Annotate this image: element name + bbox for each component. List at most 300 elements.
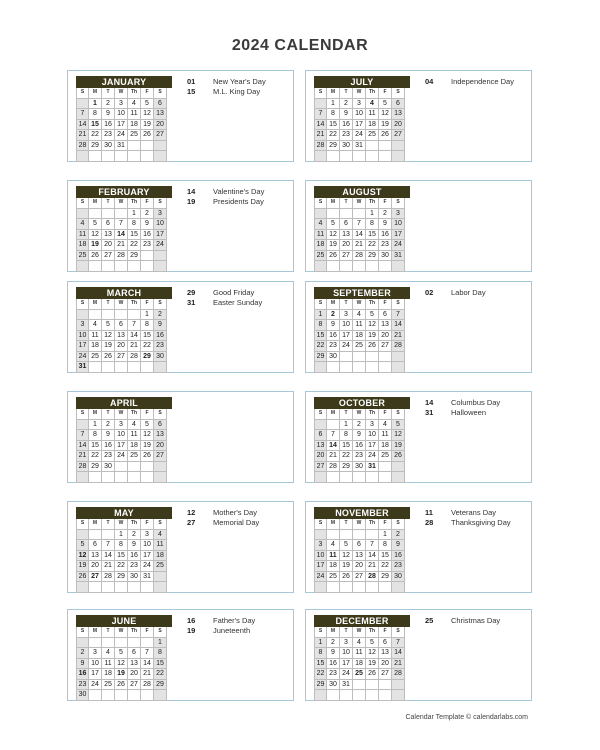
day-cell: 30 [76,690,89,701]
day-cell: 1 [128,209,141,220]
day-cell: 14 [392,648,405,659]
empty-cell [392,261,405,272]
empty-cell [392,352,405,363]
day-cell: 26 [340,572,353,583]
mini-calendar [314,186,410,272]
day-cell: 5 [141,99,154,110]
day-cell: 5 [115,648,128,659]
day-cell: 17 [340,331,353,342]
day-cell: 12 [366,320,379,331]
empty-cell [89,638,102,649]
empty-cell [154,261,167,272]
holiday-row [425,616,530,626]
day-cell: 14 [366,551,379,562]
day-cell: 21 [76,451,89,462]
empty-cell [128,362,141,373]
day-cell: 18 [128,441,141,452]
day-cell: 26 [141,451,154,462]
day-cell: 7 [314,109,327,120]
weekday-header: W [353,198,366,209]
day-cell: 28 [314,141,327,152]
day-cell: 21 [76,130,89,141]
day-cell: 30 [327,680,340,691]
empty-cell [76,310,89,321]
day-cell: 5 [366,310,379,321]
empty-cell [353,209,366,220]
day-cell: 9 [102,109,115,120]
day-cell: 14 [327,441,340,452]
weekday-header: T [102,299,115,310]
empty-cell [141,582,154,593]
day-cell: 4 [379,420,392,431]
day-cell: 28 [76,462,89,473]
day-cell: 29 [366,251,379,262]
day-cell: 28 [392,669,405,680]
empty-cell [141,690,154,701]
day-cell: 4 [76,219,89,230]
holiday-name: Labor Day [451,288,486,297]
day-cell: 13 [154,430,167,441]
day-cell: 21 [128,341,141,352]
empty-cell [392,582,405,593]
empty-cell [154,690,167,701]
weekday-header: S [76,299,89,310]
day-cell: 16 [379,230,392,241]
day-cell: 31 [141,572,154,583]
weekday-header: S [154,299,167,310]
day-cell: 17 [392,230,405,241]
day-cell: 17 [115,120,128,131]
empty-cell [353,352,366,363]
day-cell: 4 [353,638,366,649]
empty-cell [128,310,141,321]
weekday-header: M [89,409,102,420]
empty-cell [89,582,102,593]
day-cell: 17 [141,551,154,562]
empty-cell [340,472,353,483]
day-cell: 29 [154,680,167,691]
weekday-header: Th [366,409,379,420]
weekday-header: W [353,409,366,420]
day-cell: 10 [154,219,167,230]
day-cell: 17 [366,441,379,452]
weekday-header: T [340,409,353,420]
day-cell: 3 [340,638,353,649]
day-cell: 11 [353,648,366,659]
holiday-name: Mother's Day [213,508,257,517]
holiday-name: Thanksgiving Day [451,518,511,527]
holiday-row [187,616,292,626]
empty-cell [115,362,128,373]
month-june [67,609,294,701]
day-cell: 18 [366,120,379,131]
day-grid [76,409,172,483]
day-cell: 25 [76,251,89,262]
empty-cell [366,362,379,373]
empty-cell [128,638,141,649]
weekday-header: W [115,299,128,310]
holiday-list [187,77,292,97]
empty-cell [128,261,141,272]
empty-cell [141,151,154,162]
day-cell: 6 [102,219,115,230]
month-july [305,70,532,162]
day-cell: 3 [340,310,353,321]
day-cell: 28 [327,462,340,473]
day-grid [314,627,410,701]
day-cell: 19 [115,669,128,680]
weekday-header: S [154,519,167,530]
month-name: JANUARY [76,76,172,88]
holiday-list [187,187,292,207]
day-cell: 9 [102,430,115,441]
mini-calendar [76,287,172,373]
day-cell: 4 [327,540,340,551]
empty-cell [115,261,128,272]
day-cell: 12 [102,331,115,342]
weekday-header: Th [366,299,379,310]
holiday-row [425,288,530,298]
day-cell: 15 [340,441,353,452]
day-cell: 15 [379,551,392,562]
day-cell: 26 [76,572,89,583]
day-cell: 16 [392,551,405,562]
day-cell: 11 [76,230,89,241]
weekday-header: W [353,88,366,99]
day-cell: 10 [353,109,366,120]
day-cell: 3 [366,420,379,431]
weekday-header: F [141,519,154,530]
empty-cell [102,690,115,701]
empty-cell [366,352,379,363]
day-cell: 9 [141,219,154,230]
empty-cell [102,151,115,162]
day-cell: 27 [115,352,128,363]
day-cell: 12 [141,109,154,120]
footer-credit: Calendar Template © calendarlabs.com [405,714,528,721]
empty-cell [353,261,366,272]
day-cell: 31 [366,462,379,473]
weekday-header: S [392,299,405,310]
empty-cell [314,420,327,431]
day-grid [76,88,172,162]
day-grid [314,409,410,483]
day-cell: 5 [102,320,115,331]
day-cell: 20 [154,120,167,131]
weekday-header: T [102,88,115,99]
day-cell: 28 [76,141,89,152]
day-cell: 20 [154,441,167,452]
month-name: MAY [76,507,172,519]
day-cell: 20 [392,120,405,131]
empty-cell [353,690,366,701]
empty-cell [141,261,154,272]
day-cell: 11 [89,331,102,342]
day-grid [76,519,172,593]
weekday-header: M [327,299,340,310]
month-name: OCTOBER [314,397,410,409]
empty-cell [379,462,392,473]
empty-cell [327,582,340,593]
day-cell: 18 [327,561,340,572]
day-cell: 18 [128,120,141,131]
holiday-row [425,518,530,528]
day-cell: 27 [89,572,102,583]
day-cell: 27 [314,462,327,473]
day-cell: 9 [379,219,392,230]
weekday-header: Th [128,627,141,638]
day-cell: 12 [89,230,102,241]
day-cell: 4 [154,530,167,541]
day-cell: 9 [327,320,340,331]
page-title: 2024 CALENDAR [231,37,369,54]
empty-cell [76,530,89,541]
day-cell: 28 [366,572,379,583]
empty-cell [89,151,102,162]
weekday-header: F [141,409,154,420]
day-cell: 19 [366,659,379,670]
empty-cell [392,151,405,162]
day-cell: 30 [128,572,141,583]
day-cell: 20 [102,240,115,251]
day-cell: 5 [340,540,353,551]
day-cell: 28 [102,572,115,583]
weekday-header: M [327,198,340,209]
day-cell: 18 [353,659,366,670]
day-cell: 24 [115,451,128,462]
day-cell: 10 [89,659,102,670]
empty-cell [128,582,141,593]
holiday-date: 28 [425,518,434,527]
day-cell: 3 [141,530,154,541]
day-cell: 4 [128,99,141,110]
holiday-row [187,518,292,528]
empty-cell [327,690,340,701]
day-cell: 11 [154,540,167,551]
day-cell: 10 [115,109,128,120]
month-name: JUNE [76,615,172,627]
empty-cell [327,261,340,272]
empty-cell [327,530,340,541]
empty-cell [76,99,89,110]
day-cell: 27 [102,251,115,262]
day-cell: 16 [327,659,340,670]
month-august [305,180,532,272]
empty-cell [76,638,89,649]
day-cell: 8 [128,219,141,230]
holiday-row [187,288,292,298]
day-cell: 29 [327,141,340,152]
weekday-header: W [115,88,128,99]
mini-calendar [314,397,410,483]
weekday-header: F [379,198,392,209]
day-cell: 5 [89,219,102,230]
day-cell: 30 [340,141,353,152]
weekday-header: Th [128,519,141,530]
weekday-header: W [353,627,366,638]
empty-cell [392,462,405,473]
empty-cell [76,151,89,162]
day-cell: 19 [340,561,353,572]
day-cell: 24 [366,451,379,462]
day-cell: 8 [141,320,154,331]
holiday-date: 29 [187,288,196,297]
day-cell: 26 [89,251,102,262]
weekday-header: T [340,627,353,638]
empty-cell [128,472,141,483]
day-cell: 2 [327,310,340,321]
day-cell: 20 [314,451,327,462]
day-cell: 15 [366,230,379,241]
day-cell: 4 [366,99,379,110]
day-cell: 11 [128,109,141,120]
weekday-header: M [327,627,340,638]
day-cell: 1 [366,209,379,220]
empty-cell [154,462,167,473]
empty-cell [314,530,327,541]
day-cell: 2 [128,530,141,541]
day-cell: 7 [128,320,141,331]
day-cell: 13 [353,551,366,562]
empty-cell [102,362,115,373]
empty-cell [353,530,366,541]
holiday-list [187,616,292,636]
weekday-header: M [89,519,102,530]
day-cell: 31 [392,251,405,262]
day-cell: 4 [102,648,115,659]
weekday-header: F [141,299,154,310]
weekday-header: F [379,627,392,638]
holiday-list [187,508,292,528]
empty-cell [379,362,392,373]
holiday-date: 14 [425,398,434,407]
day-cell: 28 [353,251,366,262]
holiday-name: New Year's Day [213,77,266,86]
holiday-name: M.L. King Day [213,87,261,96]
day-cell: 10 [314,551,327,562]
day-cell: 16 [102,120,115,131]
empty-cell [392,680,405,691]
day-cell: 4 [314,219,327,230]
day-cell: 15 [128,230,141,241]
holiday-row [425,77,530,87]
day-cell: 21 [115,240,128,251]
day-cell: 18 [379,441,392,452]
day-cell: 8 [89,430,102,441]
holiday-date: 04 [425,77,434,86]
day-cell: 29 [128,251,141,262]
holiday-row [425,508,530,518]
weekday-header: T [102,627,115,638]
day-cell: 28 [115,251,128,262]
holiday-row [425,408,530,418]
empty-cell [353,680,366,691]
holiday-row [187,87,292,97]
day-cell: 17 [314,561,327,572]
day-cell: 22 [141,341,154,352]
weekday-header: S [154,627,167,638]
day-cell: 14 [353,230,366,241]
month-name: MARCH [76,287,172,299]
day-cell: 14 [141,659,154,670]
day-cell: 15 [89,441,102,452]
day-cell: 25 [327,572,340,583]
empty-cell [379,690,392,701]
day-cell: 7 [327,430,340,441]
day-cell: 27 [128,680,141,691]
empty-cell [154,151,167,162]
holiday-row [187,626,292,636]
weekday-header: T [102,519,115,530]
empty-cell [76,582,89,593]
day-cell: 14 [76,441,89,452]
holiday-row [187,187,292,197]
holiday-name: Easter Sunday [213,298,263,307]
holiday-row [187,77,292,87]
day-cell: 7 [102,540,115,551]
weekday-header: Th [128,409,141,420]
weekday-header: S [392,627,405,638]
mini-calendar [76,397,172,483]
day-cell: 16 [154,331,167,342]
day-cell: 24 [154,240,167,251]
empty-cell [340,362,353,373]
day-cell: 20 [379,331,392,342]
day-cell: 25 [128,451,141,462]
day-cell: 25 [314,251,327,262]
day-cell: 2 [76,648,89,659]
day-cell: 22 [154,669,167,680]
day-cell: 12 [340,551,353,562]
holiday-name: Presidents Day [213,197,264,206]
weekday-header: W [353,519,366,530]
empty-cell [366,472,379,483]
month-may [67,501,294,593]
empty-cell [115,638,128,649]
empty-cell [115,462,128,473]
day-cell: 29 [379,572,392,583]
day-cell: 1 [314,310,327,321]
empty-cell [327,209,340,220]
holiday-name: Christmas Day [451,616,501,625]
day-cell: 13 [128,659,141,670]
day-cell: 20 [353,561,366,572]
holiday-row [187,298,292,308]
day-cell: 6 [379,310,392,321]
day-cell: 25 [128,130,141,141]
day-cell: 12 [327,230,340,241]
weekday-header: F [379,409,392,420]
day-cell: 11 [128,430,141,441]
day-cell: 3 [115,99,128,110]
weekday-header: M [327,88,340,99]
day-cell: 12 [76,551,89,562]
day-cell: 12 [392,430,405,441]
day-cell: 16 [353,441,366,452]
empty-cell [340,209,353,220]
day-cell: 5 [392,420,405,431]
day-cell: 13 [379,648,392,659]
empty-cell [314,151,327,162]
holiday-list [425,616,530,626]
day-cell: 17 [115,441,128,452]
empty-cell [141,141,154,152]
holiday-name: Memorial Day [213,518,260,527]
day-cell: 29 [89,141,102,152]
day-cell: 26 [366,669,379,680]
day-cell: 17 [89,669,102,680]
empty-cell [141,638,154,649]
